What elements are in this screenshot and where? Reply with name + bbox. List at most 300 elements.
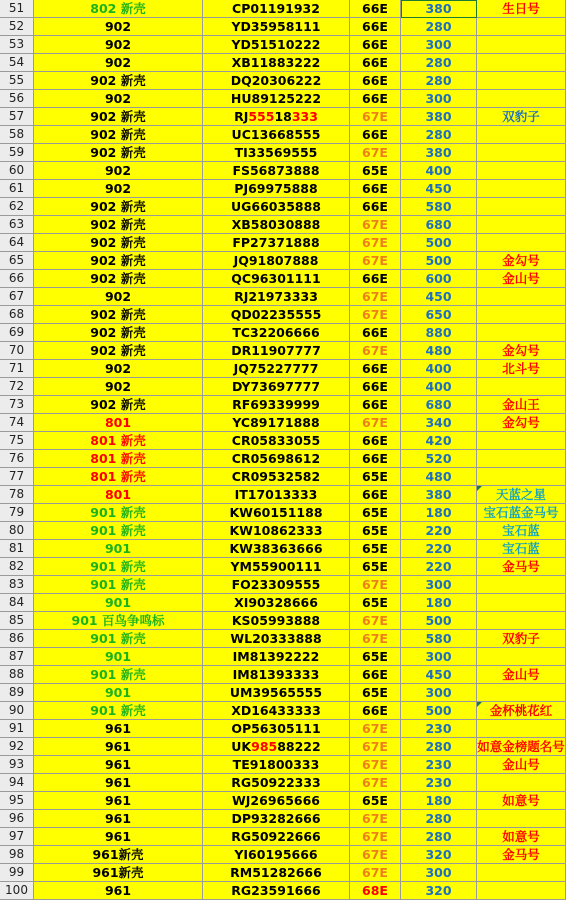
cell-note[interactable]: 如意号	[477, 792, 566, 810]
cell-note[interactable]	[477, 180, 566, 198]
cell-grade[interactable]: 67E	[350, 630, 401, 648]
cell-price[interactable]: 500	[401, 702, 477, 720]
cell-model[interactable]: 902 新壳	[34, 198, 203, 216]
cell-model[interactable]: 902 新壳	[34, 270, 203, 288]
row-header[interactable]: 55	[0, 72, 34, 90]
cell-model[interactable]: 801 新壳	[34, 432, 203, 450]
cell-note[interactable]: 金山号	[477, 756, 566, 774]
cell-note[interactable]	[477, 612, 566, 630]
cell-model[interactable]: 902 新壳	[34, 252, 203, 270]
cell-price[interactable]: 450	[401, 288, 477, 306]
cell-grade[interactable]: 67E	[350, 216, 401, 234]
cell-price[interactable]: 500	[401, 234, 477, 252]
cell-serial[interactable]: DY73697777	[203, 378, 350, 396]
cell-model[interactable]: 901 新壳	[34, 576, 203, 594]
cell-grade[interactable]: 67E	[350, 810, 401, 828]
cell-serial[interactable]: TI33569555	[203, 144, 350, 162]
row-header[interactable]: 73	[0, 396, 34, 414]
cell-model[interactable]: 902 新壳	[34, 396, 203, 414]
cell-price[interactable]: 220	[401, 558, 477, 576]
cell-serial[interactable]: KS05993888	[203, 612, 350, 630]
cell-note[interactable]	[477, 720, 566, 738]
cell-price[interactable]: 280	[401, 126, 477, 144]
cell-note[interactable]	[477, 684, 566, 702]
cell-note[interactable]: 天蓝之星	[477, 486, 566, 504]
cell-serial[interactable]: XB11883222	[203, 54, 350, 72]
cell-model[interactable]: 902	[34, 90, 203, 108]
cell-model[interactable]: 961	[34, 738, 203, 756]
cell-model[interactable]: 801 新壳	[34, 450, 203, 468]
cell-price[interactable]: 230	[401, 720, 477, 738]
cell-grade[interactable]: 65E	[350, 648, 401, 666]
cell-serial[interactable]: JQ75227777	[203, 360, 350, 378]
cell-serial[interactable]: YI60195666	[203, 846, 350, 864]
cell-model[interactable]: 961	[34, 774, 203, 792]
cell-serial[interactable]	[203, 738, 350, 756]
cell-model[interactable]: 902	[34, 54, 203, 72]
cell-grade[interactable]: 67E	[350, 288, 401, 306]
cell-grade[interactable]: 67E	[350, 576, 401, 594]
cell-serial[interactable]: CR05698612	[203, 450, 350, 468]
row-header[interactable]: 80	[0, 522, 34, 540]
row-header[interactable]: 56	[0, 90, 34, 108]
row-header[interactable]: 51	[0, 0, 34, 18]
row-header[interactable]: 59	[0, 144, 34, 162]
cell-serial[interactable]: TE91800333	[203, 756, 350, 774]
cell-price[interactable]: 180	[401, 792, 477, 810]
cell-note[interactable]: 金杯桃花红	[477, 702, 566, 720]
cell-price[interactable]: 450	[401, 180, 477, 198]
cell-serial[interactable]: XD16433333	[203, 702, 350, 720]
cell-note[interactable]	[477, 306, 566, 324]
row-header[interactable]: 58	[0, 126, 34, 144]
row-header[interactable]: 75	[0, 432, 34, 450]
cell-grade[interactable]: 66E	[350, 198, 401, 216]
row-header[interactable]: 62	[0, 198, 34, 216]
cell-serial[interactable]: IM81392222	[203, 648, 350, 666]
cell-price[interactable]: 480	[401, 468, 477, 486]
cell-note[interactable]: 金马号	[477, 846, 566, 864]
cell-grade[interactable]: 66E	[350, 396, 401, 414]
cell-grade[interactable]: 66E	[350, 486, 401, 504]
cell-model[interactable]: 902	[34, 360, 203, 378]
row-header[interactable]: 91	[0, 720, 34, 738]
cell-serial[interactable]: RM51282666	[203, 864, 350, 882]
cell-model[interactable]: 961	[34, 756, 203, 774]
cell-note[interactable]	[477, 576, 566, 594]
cell-serial[interactable]: XB58030888	[203, 216, 350, 234]
cell-grade[interactable]: 67E	[350, 738, 401, 756]
cell-grade[interactable]: 67E	[350, 774, 401, 792]
cell-price[interactable]: 600	[401, 270, 477, 288]
cell-grade[interactable]: 65E	[350, 504, 401, 522]
cell-model[interactable]: 901	[34, 540, 203, 558]
cell-note[interactable]	[477, 774, 566, 792]
cell-serial[interactable]: RG23591666	[203, 882, 350, 900]
row-header[interactable]: 61	[0, 180, 34, 198]
cell-note[interactable]	[477, 324, 566, 342]
row-header[interactable]: 52	[0, 18, 34, 36]
cell-serial[interactable]: DP93282666	[203, 810, 350, 828]
cell-price[interactable]: 280	[401, 828, 477, 846]
row-header[interactable]: 95	[0, 792, 34, 810]
cell-model[interactable]: 901	[34, 648, 203, 666]
cell-model[interactable]: 902 新壳	[34, 144, 203, 162]
cell-serial[interactable]: FS56873888	[203, 162, 350, 180]
cell-serial[interactable]: UG66035888	[203, 198, 350, 216]
cell-grade[interactable]: 67E	[350, 234, 401, 252]
cell-note[interactable]: 金马号	[477, 558, 566, 576]
cell-serial[interactable]: IM81393333	[203, 666, 350, 684]
row-header[interactable]: 82	[0, 558, 34, 576]
cell-price[interactable]: 280	[401, 72, 477, 90]
cell-grade[interactable]: 67E	[350, 828, 401, 846]
cell-serial[interactable]: CP01191932	[203, 0, 350, 18]
cell-serial[interactable]: PJ69975888	[203, 180, 350, 198]
cell-grade[interactable]: 66E	[350, 90, 401, 108]
cell-serial[interactable]: FP27371888	[203, 234, 350, 252]
cell-grade[interactable]: 67E	[350, 864, 401, 882]
cell-grade[interactable]: 67E	[350, 720, 401, 738]
cell-price[interactable]: 500	[401, 612, 477, 630]
cell-price[interactable]: 320	[401, 846, 477, 864]
cell-model[interactable]: 961	[34, 882, 203, 900]
cell-price[interactable]: 400	[401, 162, 477, 180]
row-header[interactable]: 66	[0, 270, 34, 288]
cell-model[interactable]: 901 新壳	[34, 666, 203, 684]
cell-grade[interactable]: 66E	[350, 270, 401, 288]
cell-grade[interactable]: 65E	[350, 594, 401, 612]
cell-price[interactable]: 650	[401, 306, 477, 324]
row-header[interactable]: 77	[0, 468, 34, 486]
cell-price[interactable]: 280	[401, 18, 477, 36]
cell-grade[interactable]: 65E	[350, 162, 401, 180]
cell-grade[interactable]: 66E	[350, 180, 401, 198]
cell-serial[interactable]: JQ91807888	[203, 252, 350, 270]
cell-serial[interactable]: CR05833055	[203, 432, 350, 450]
cell-note[interactable]: 金勾号	[477, 342, 566, 360]
cell-grade[interactable]: 66E	[350, 360, 401, 378]
row-header[interactable]: 89	[0, 684, 34, 702]
cell-grade[interactable]: 67E	[350, 306, 401, 324]
cell-grade[interactable]: 66E	[350, 450, 401, 468]
cell-note[interactable]	[477, 450, 566, 468]
cell-model[interactable]: 961	[34, 792, 203, 810]
row-header[interactable]: 93	[0, 756, 34, 774]
cell-model[interactable]: 801 新壳	[34, 468, 203, 486]
row-header[interactable]: 67	[0, 288, 34, 306]
cell-note[interactable]	[477, 468, 566, 486]
cell-price[interactable]: 300	[401, 576, 477, 594]
row-header[interactable]: 78	[0, 486, 34, 504]
cell-note[interactable]: 如意号	[477, 828, 566, 846]
cell-note[interactable]	[477, 198, 566, 216]
cell-serial[interactable]: QC96301111	[203, 270, 350, 288]
cell-serial[interactable]: RF69339999	[203, 396, 350, 414]
cell-model[interactable]: 902 新壳	[34, 342, 203, 360]
cell-grade[interactable]: 66E	[350, 666, 401, 684]
cell-model[interactable]: 901	[34, 594, 203, 612]
row-header[interactable]: 99	[0, 864, 34, 882]
cell-grade[interactable]: 66E	[350, 378, 401, 396]
cell-note[interactable]	[477, 54, 566, 72]
row-header[interactable]: 65	[0, 252, 34, 270]
cell-grade[interactable]: 67E	[350, 144, 401, 162]
cell-model[interactable]: 961	[34, 828, 203, 846]
cell-model[interactable]: 901 百鸟争鸣标	[34, 612, 203, 630]
cell-serial[interactable]: OP56305111	[203, 720, 350, 738]
row-header[interactable]: 63	[0, 216, 34, 234]
cell-serial[interactable]: WL20333888	[203, 630, 350, 648]
cell-note[interactable]: 宝石蓝	[477, 522, 566, 540]
cell-price[interactable]: 230	[401, 774, 477, 792]
cell-model[interactable]: 902	[34, 162, 203, 180]
cell-serial[interactable]: XI90328666	[203, 594, 350, 612]
row-header[interactable]: 98	[0, 846, 34, 864]
cell-price[interactable]: 380	[401, 108, 477, 126]
row-header[interactable]: 85	[0, 612, 34, 630]
cell-model[interactable]: 902 新壳	[34, 306, 203, 324]
cell-grade[interactable]: 65E	[350, 558, 401, 576]
cell-note[interactable]: 金勾号	[477, 252, 566, 270]
cell-serial[interactable]: UM39565555	[203, 684, 350, 702]
row-header[interactable]: 87	[0, 648, 34, 666]
cell-grade[interactable]: 67E	[350, 756, 401, 774]
row-header[interactable]: 81	[0, 540, 34, 558]
cell-model[interactable]: 902 新壳	[34, 72, 203, 90]
cell-note[interactable]: 金勾号	[477, 414, 566, 432]
cell-note[interactable]	[477, 162, 566, 180]
cell-model[interactable]: 902	[34, 288, 203, 306]
cell-grade[interactable]: 67E	[350, 342, 401, 360]
cell-price[interactable]: 230	[401, 756, 477, 774]
cell-note[interactable]	[477, 864, 566, 882]
cell-grade[interactable]: 65E	[350, 522, 401, 540]
cell-model[interactable]: 902	[34, 180, 203, 198]
cell-model[interactable]: 901	[34, 684, 203, 702]
cell-note[interactable]	[477, 288, 566, 306]
cell-note[interactable]: 生日号	[477, 0, 566, 18]
cell-model[interactable]: 902	[34, 378, 203, 396]
cell-grade[interactable]: 65E	[350, 468, 401, 486]
row-header[interactable]: 76	[0, 450, 34, 468]
cell-price[interactable]: 300	[401, 684, 477, 702]
cell-price[interactable]: 320	[401, 882, 477, 900]
row-header[interactable]: 90	[0, 702, 34, 720]
cell-grade[interactable]: 67E	[350, 414, 401, 432]
cell-note[interactable]	[477, 594, 566, 612]
cell-note[interactable]	[477, 216, 566, 234]
row-header[interactable]: 70	[0, 342, 34, 360]
cell-model[interactable]: 901 新壳	[34, 558, 203, 576]
cell-grade[interactable]: 66E	[350, 126, 401, 144]
cell-note[interactable]	[477, 72, 566, 90]
cell-price[interactable]: 480	[401, 342, 477, 360]
cell-serial[interactable]: IT17013333	[203, 486, 350, 504]
cell-serial[interactable]: QD02235555	[203, 306, 350, 324]
cell-price[interactable]: 380	[401, 144, 477, 162]
cell-price[interactable]: 380	[401, 486, 477, 504]
cell-serial[interactable]: FO23309555	[203, 576, 350, 594]
cell-serial[interactable]: YD51510222	[203, 36, 350, 54]
cell-price[interactable]: 180	[401, 594, 477, 612]
cell-grade[interactable]: 65E	[350, 684, 401, 702]
row-header[interactable]: 79	[0, 504, 34, 522]
cell-grade[interactable]: 66E	[350, 54, 401, 72]
cell-model[interactable]: 902 新壳	[34, 234, 203, 252]
cell-note[interactable]	[477, 126, 566, 144]
cell-serial[interactable]: DQ20306222	[203, 72, 350, 90]
cell-model[interactable]: 801	[34, 414, 203, 432]
row-header[interactable]: 86	[0, 630, 34, 648]
row-header[interactable]: 97	[0, 828, 34, 846]
row-header[interactable]: 54	[0, 54, 34, 72]
cell-price[interactable]: 380	[401, 0, 477, 18]
cell-serial[interactable]: KW38363666	[203, 540, 350, 558]
row-header[interactable]: 100	[0, 882, 34, 900]
cell-note[interactable]	[477, 234, 566, 252]
cell-model[interactable]: 961	[34, 810, 203, 828]
row-header[interactable]: 88	[0, 666, 34, 684]
cell-note[interactable]: 金山号	[477, 666, 566, 684]
cell-price[interactable]: 580	[401, 630, 477, 648]
cell-model[interactable]: 801	[34, 486, 203, 504]
cell-model[interactable]: 901 新壳	[34, 522, 203, 540]
row-header[interactable]: 68	[0, 306, 34, 324]
cell-serial[interactable]: KW60151188	[203, 504, 350, 522]
row-header[interactable]: 96	[0, 810, 34, 828]
cell-serial[interactable]: YM55900111	[203, 558, 350, 576]
cell-note[interactable]: 金山王	[477, 396, 566, 414]
cell-grade[interactable]: 68E	[350, 882, 401, 900]
row-header[interactable]: 84	[0, 594, 34, 612]
cell-price[interactable]: 450	[401, 666, 477, 684]
cell-note[interactable]	[477, 378, 566, 396]
cell-model[interactable]: 961新壳	[34, 864, 203, 882]
cell-model[interactable]: 902 新壳	[34, 108, 203, 126]
cell-model[interactable]: 902 新壳	[34, 324, 203, 342]
row-header[interactable]: 94	[0, 774, 34, 792]
cell-serial[interactable]: HU89125222	[203, 90, 350, 108]
cell-model[interactable]: 902 新壳	[34, 126, 203, 144]
cell-note[interactable]	[477, 882, 566, 900]
cell-model[interactable]: 901 新壳	[34, 630, 203, 648]
cell-grade[interactable]: 66E	[350, 72, 401, 90]
cell-grade[interactable]: 67E	[350, 252, 401, 270]
cell-serial[interactable]: TC32206666	[203, 324, 350, 342]
cell-grade[interactable]: 66E	[350, 0, 401, 18]
cell-grade[interactable]: 65E	[350, 540, 401, 558]
row-header[interactable]: 74	[0, 414, 34, 432]
cell-price[interactable]: 220	[401, 522, 477, 540]
row-header[interactable]: 57	[0, 108, 34, 126]
cell-grade[interactable]: 66E	[350, 702, 401, 720]
row-header[interactable]: 83	[0, 576, 34, 594]
row-header[interactable]: 53	[0, 36, 34, 54]
cell-serial[interactable]: UC13668555	[203, 126, 350, 144]
cell-model[interactable]: 901 新壳	[34, 504, 203, 522]
cell-serial[interactable]: RG50922666	[203, 828, 350, 846]
cell-price[interactable]: 280	[401, 54, 477, 72]
cell-note[interactable]: 宝石蓝	[477, 540, 566, 558]
cell-price[interactable]: 180	[401, 504, 477, 522]
cell-price[interactable]: 400	[401, 360, 477, 378]
cell-grade[interactable]: 66E	[350, 324, 401, 342]
cell-model[interactable]: 961新壳	[34, 846, 203, 864]
cell-serial[interactable]: WJ26965666	[203, 792, 350, 810]
cell-serial[interactable]: YC89171888	[203, 414, 350, 432]
cell-price[interactable]: 280	[401, 738, 477, 756]
cell-model[interactable]: 802 新壳	[34, 0, 203, 18]
cell-model[interactable]: 902 新壳	[34, 216, 203, 234]
cell-serial[interactable]: DR11907777	[203, 342, 350, 360]
cell-serial[interactable]: YD35958111	[203, 18, 350, 36]
cell-note[interactable]: 双豹子	[477, 108, 566, 126]
row-header[interactable]: 92	[0, 738, 34, 756]
cell-price[interactable]: 300	[401, 864, 477, 882]
cell-grade[interactable]: 67E	[350, 108, 401, 126]
cell-grade[interactable]: 66E	[350, 18, 401, 36]
cell-note[interactable]	[477, 90, 566, 108]
cell-price[interactable]: 220	[401, 540, 477, 558]
cell-serial[interactable]: RJ21973333	[203, 288, 350, 306]
cell-grade[interactable]: 65E	[350, 792, 401, 810]
cell-price[interactable]: 520	[401, 450, 477, 468]
cell-note[interactable]	[477, 36, 566, 54]
cell-price[interactable]: 340	[401, 414, 477, 432]
cell-serial[interactable]: KW10862333	[203, 522, 350, 540]
cell-price[interactable]: 300	[401, 90, 477, 108]
cell-price[interactable]: 580	[401, 198, 477, 216]
cell-serial[interactable]	[203, 108, 350, 126]
cell-model[interactable]: 902	[34, 18, 203, 36]
cell-price[interactable]: 500	[401, 252, 477, 270]
cell-grade[interactable]: 66E	[350, 36, 401, 54]
cell-note[interactable]	[477, 144, 566, 162]
cell-note[interactable]	[477, 810, 566, 828]
cell-note[interactable]	[477, 18, 566, 36]
row-header[interactable]: 72	[0, 378, 34, 396]
cell-price[interactable]: 420	[401, 432, 477, 450]
cell-note[interactable]: 如意金榜题名号	[477, 739, 565, 754]
cell-price[interactable]: 280	[401, 810, 477, 828]
cell-note[interactable]: 双豹子	[477, 630, 566, 648]
row-header[interactable]: 64	[0, 234, 34, 252]
row-header[interactable]: 69	[0, 324, 34, 342]
cell-note[interactable]	[477, 432, 566, 450]
cell-note[interactable]: 北斗号	[477, 360, 566, 378]
cell-price[interactable]: 300	[401, 648, 477, 666]
row-header[interactable]: 71	[0, 360, 34, 378]
cell-note[interactable]	[477, 648, 566, 666]
cell-model[interactable]: 901 新壳	[34, 702, 203, 720]
cell-model[interactable]: 902	[34, 36, 203, 54]
cell-note[interactable]: 金山号	[477, 270, 566, 288]
row-header[interactable]: 60	[0, 162, 34, 180]
cell-price[interactable]: 880	[401, 324, 477, 342]
cell-price[interactable]: 680	[401, 216, 477, 234]
cell-serial[interactable]: RG50922333	[203, 774, 350, 792]
cell-note[interactable]: 宝石蓝金马号	[477, 504, 566, 522]
cell-grade[interactable]: 66E	[350, 432, 401, 450]
cell-price[interactable]: 680	[401, 396, 477, 414]
cell-price[interactable]: 400	[401, 378, 477, 396]
cell-grade[interactable]: 67E	[350, 846, 401, 864]
cell-grade[interactable]: 67E	[350, 612, 401, 630]
cell-price[interactable]: 300	[401, 36, 477, 54]
cell-serial[interactable]: CR09532582	[203, 468, 350, 486]
cell-model[interactable]: 961	[34, 720, 203, 738]
